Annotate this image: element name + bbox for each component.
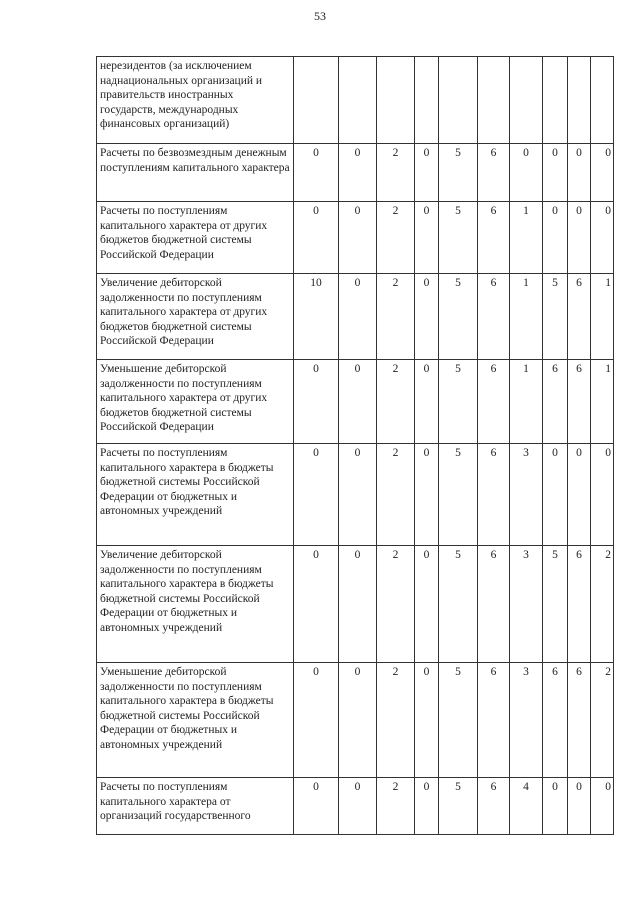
code-cell: 6	[478, 546, 510, 663]
code-cell: 0	[294, 360, 339, 444]
code-cell: 0	[415, 202, 439, 274]
code-cell: 0	[339, 274, 377, 360]
code-cell: 2	[377, 663, 415, 778]
code-cell: 6	[568, 663, 591, 778]
code-cell: 6	[568, 360, 591, 444]
code-cell: 2	[377, 444, 415, 546]
code-cell	[543, 57, 568, 144]
code-cell: 5	[439, 778, 478, 835]
code-cell: 5	[439, 274, 478, 360]
page-number: 53	[314, 9, 326, 23]
code-cell: 5	[439, 202, 478, 274]
code-cell: 6	[478, 663, 510, 778]
code-cell: 0	[415, 663, 439, 778]
code-cell: 1	[591, 274, 614, 360]
row-description: Расчеты по поступлениям капитального характера в бюджеты бюджетной системы Российской Федерации от бюджетных и автономных учреждений	[97, 444, 294, 546]
code-cell: 0	[543, 144, 568, 202]
code-cell: 1	[510, 274, 543, 360]
code-cell: 2	[591, 546, 614, 663]
code-cell: 10	[294, 274, 339, 360]
table-row	[97, 444, 614, 546]
row-description: Расчеты по безвозмездным денежным поступлениям капитального характера	[97, 144, 294, 202]
code-cell: 0	[294, 202, 339, 274]
code-cell: 1	[510, 360, 543, 444]
code-cell: 0	[339, 444, 377, 546]
code-cell: 5	[543, 274, 568, 360]
code-cell: 6	[478, 274, 510, 360]
code-cell: 2	[377, 778, 415, 835]
code-cell: 5	[543, 546, 568, 663]
code-cell	[415, 57, 439, 144]
code-cell: 0	[294, 778, 339, 835]
code-cell: 6	[568, 546, 591, 663]
code-cell: 0	[415, 546, 439, 663]
code-cell	[591, 57, 614, 144]
code-cell: 0	[591, 778, 614, 835]
code-cell: 0	[568, 144, 591, 202]
code-cell: 1	[591, 360, 614, 444]
code-cell: 0	[339, 663, 377, 778]
code-cell: 0	[415, 778, 439, 835]
row-description: Уменьшение дебиторской задолженности по поступлениям капитального характера в бюджеты бюджетной системы Российской Федерации от бюджетных и автономных учреждений	[97, 663, 294, 778]
code-cell: 5	[439, 360, 478, 444]
code-cell: 0	[543, 202, 568, 274]
code-cell: 0	[415, 444, 439, 546]
code-cell: 0	[294, 144, 339, 202]
code-cell: 2	[377, 274, 415, 360]
row-description: Уменьшение дебиторской задолженности по поступлениям капитального характера от других бюджетов бюджетной системы Российской Федерации	[97, 360, 294, 444]
code-cell: 0	[339, 546, 377, 663]
code-cell	[294, 57, 339, 144]
code-cell	[377, 57, 415, 144]
code-cell	[339, 57, 377, 144]
code-cell: 0	[339, 360, 377, 444]
code-cell	[478, 57, 510, 144]
table-row	[97, 144, 614, 202]
row-description: нерезидентов (за исключением наднациональных организаций и правительств иностранных государств, международных финансовых организаций)	[97, 57, 294, 144]
table-row	[97, 57, 614, 144]
code-cell: 0	[339, 202, 377, 274]
code-cell: 6	[478, 778, 510, 835]
code-cell: 5	[439, 444, 478, 546]
code-cell: 3	[510, 444, 543, 546]
code-cell: 6	[543, 360, 568, 444]
code-cell	[439, 57, 478, 144]
code-cell: 0	[568, 778, 591, 835]
code-cell: 6	[478, 202, 510, 274]
code-cell: 0	[415, 144, 439, 202]
code-cell: 5	[439, 144, 478, 202]
code-cell: 0	[568, 202, 591, 274]
row-description: Расчеты по поступлениям капитального характера от других бюджетов бюджетной системы Российской Федерации	[97, 202, 294, 274]
code-cell: 1	[510, 202, 543, 274]
code-cell: 0	[591, 144, 614, 202]
code-cell: 2	[377, 360, 415, 444]
code-cell: 2	[377, 144, 415, 202]
code-cell	[510, 57, 543, 144]
code-cell: 2	[591, 663, 614, 778]
code-cell: 3	[510, 663, 543, 778]
code-cell: 0	[568, 444, 591, 546]
table-row	[97, 274, 614, 360]
code-cell: 2	[377, 546, 415, 663]
table-row	[97, 202, 614, 274]
table-row	[97, 360, 614, 444]
code-cell: 0	[415, 360, 439, 444]
code-cell: 6	[478, 360, 510, 444]
code-cell: 5	[439, 546, 478, 663]
code-cell: 5	[439, 663, 478, 778]
code-cell: 0	[294, 663, 339, 778]
table-row	[97, 778, 614, 835]
code-cell: 6	[478, 444, 510, 546]
code-cell: 0	[339, 144, 377, 202]
code-cell: 0	[415, 274, 439, 360]
code-cell: 0	[591, 444, 614, 546]
code-cell: 3	[510, 546, 543, 663]
code-cell: 0	[294, 546, 339, 663]
code-cell: 4	[510, 778, 543, 835]
code-cell: 6	[568, 274, 591, 360]
row-description: Увеличение дебиторской задолженности по поступлениям капитального характера в бюджеты бюджетной системы Российской Федерации от бюджетных и автономных учреждений	[97, 546, 294, 663]
code-cell: 0	[543, 444, 568, 546]
code-cell: 6	[543, 663, 568, 778]
accounts-table	[96, 56, 614, 835]
code-cell: 0	[339, 778, 377, 835]
code-cell: 0	[543, 778, 568, 835]
code-cell: 6	[478, 144, 510, 202]
table-row	[97, 663, 614, 778]
code-cell: 0	[510, 144, 543, 202]
row-description: Расчеты по поступлениям капитального характера от организаций государственного	[97, 778, 294, 835]
code-cell: 0	[591, 202, 614, 274]
row-description: Увеличение дебиторской задолженности по поступлениям капитального характера от других бюджетов бюджетной системы Российской Федерации	[97, 274, 294, 360]
code-cell	[568, 57, 591, 144]
code-cell: 2	[377, 202, 415, 274]
table-row	[97, 546, 614, 663]
code-cell: 0	[294, 444, 339, 546]
